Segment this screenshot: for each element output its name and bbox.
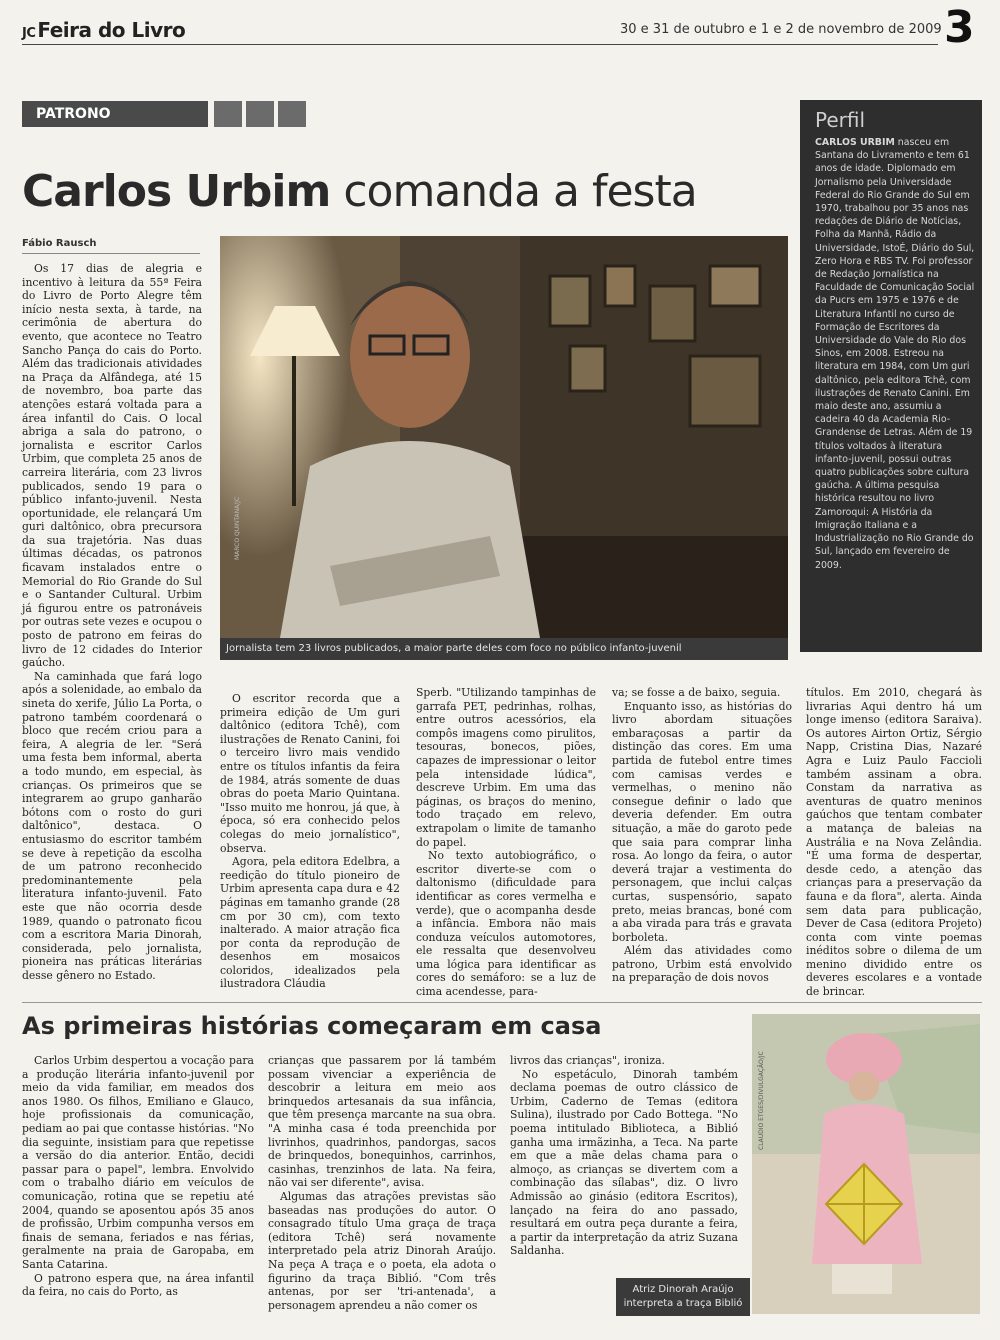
article-column-5 <box>806 686 982 999</box>
masthead-logo <box>22 18 185 42</box>
article-column-2 <box>220 692 400 991</box>
story2-column-1 <box>22 1054 254 1299</box>
section-tag: PATRONO <box>22 101 208 127</box>
decorative-square <box>246 101 274 127</box>
story2-paragraph: O patrono espera que, na área infantil da feira, no cais do Porto, as <box>22 1271 254 1299</box>
article-paragraph: Os 17 dias de alegria e incentivo à leitura da 55ª Feira do Livro de Porto Alegre têm início nesta sexta, à tarde, na cerimônia de abertura do evento, que acontece no Teatro Sancho Pança do cais do Porto. Além das tradicionais atividades na Praça da Alfândega, até 15 de novembro, boa parte das atenções estará voltada para a área infantil do Cais. O local abriga a sala do patrono, o jornalista e escritor Carlos Urbim, que completa 25 anos de carreira literária, com 23 livros publicados, sendo 19 para o público infanto-juvenil. Nesta oportunidade, ele relançará Um guri daltônico, obra precursora da sua trajetória. Nas duas últimas décadas, os patronos ficavam instalados entre o Memorial do Rio Grande do Sul e o Santander Cultural. Urbim já figurou entre os patronáveis por outras sete vezes e ocupou o posto de patrono em feiras do livro de 12 cidades do Interior gaúcho. <box>22 262 202 670</box>
byline-divider <box>22 253 200 254</box>
issue-date: 30 e 31 de outubro e 1 e 2 de novembro de 2009 <box>620 22 942 37</box>
profile-lead: CARLOS URBIM <box>815 137 895 148</box>
article-paragraph: O escritor recorda que a primeira edição de Um guri daltônico (editora Tchê), com ilustrações de Renato Canini, foi o terceiro livro mais vendido entre os títulos infantis da feira de 1984, atrás somente de duas obras do poeta Mario Quintana. "Isso muito me honrou, já que, à época, só era conhecido pelos colegas do meio jornalístico", observa. <box>220 692 400 855</box>
article-paragraph: Sperb. "Utilizando tampinhas de garrafa PET, pedrinhas, rolhas, entre outros acessórios, ela compôs imagens como pirulitos, tesouras, bonecos, piões, capazes de impressionar o leitor pela intensidade lúdica", descreve Urbim. Em uma das páginas, os braços do menino, todo traçado em relevo, extrapolam o limite de tamanho do papel. <box>416 686 596 849</box>
story2-paragraph: crianças que passarem por lá também possam vivenciar a experiência de descobrir a leitura em meio aos brinquedos artesanais da sua infância, que têm presença marcante na sua obra. "A minha casa é toda preenchida por livrinhos, quadrinhos, pandorgas, sacos de brinquedos, bonequinhos, carrinhos, casinhas, trenzinhos de lata. Na feira, não vai ser diferente", avisa. <box>268 1054 496 1190</box>
decorative-square <box>214 101 242 127</box>
story2-paragraph: livros das crianças", ironiza. <box>510 1054 665 1067</box>
article-paragraph: va; se fosse a de baixo, seguia. <box>612 686 781 699</box>
article-paragraph: Enquanto isso, as histórias do livro abordam situações embaraçosas a partir da distinção das cores. Em uma partida de futebol entre times com camisas verdes e vermelhas, o menino não consegue definir o lado que deveria defender. Em outra situação, a mãe do garoto pede que saia para comprar linha rosa. Ao longo da feira, o autor deverá trajar a vestimenta do personagem, que inclui calças curtas, suspensório, sapato preto, meias brancas, boné com a aba virada para trás e gravata borboleta. <box>612 699 792 944</box>
photo2-credit: CLAUDIO ETGES/DIVULGAÇÃO/JC <box>758 1051 765 1150</box>
profile-body: nasceu em Santana do Livramento e tem 61 anos de idade. Diplomado em Jornalismo pela Universidade Federal do Rio Grande do Sul em 1970, trabalhou por 35 anos nas redações de Diário de Notícias, Folha da Manhã, Rádio da Universidade, IstoÉ, Diário do Sul, Zero Hora e RBS TV. Foi professor de Redação Jornalística na Faculdade de Comunicação Social da Pucrs em 1975 e 1976 e de Literatura Infantil no curso de Formação de Escritores da Universidade do Vale do Rio dos Sinos, em 2008. Estreou na literatura em 1984, com Um guri daltônico, pela editora Tchê, com ilustrações de Renato Canini. Em maio deste ano, assumiu a cadeira 40 da Academia Rio-Grandense de Letras. Além de 19 títulos voltados à literatura infanto-juvenil, possui outras quatro publicações sobre cultura gaúcha. A última pesquisa histórica resultou no livro Zamoroqui: A História da Imigração Italiana e a Industrialização no Rio Grande do Sul, lançado em fevereiro de 2009. <box>815 137 975 571</box>
article-paragraph: No texto autobiográfico, o escritor diverte-se com o daltonismo (dificuldade para identificar as cores vermelha e verde), que o acompanha desde a infância. Embora não mais conduza veículos automotores, ele ressalta que desenvolveu uma lógica para identificar as cores do semáforo: se a luz de cima acendesse, para- <box>416 849 596 999</box>
headline-rest: comanda a festa <box>330 166 697 217</box>
story2-column-2 <box>268 1054 496 1312</box>
story2-column-3 <box>510 1054 738 1258</box>
article-paragraph: Na caminhada que fará logo após a solenidade, ao embalo da sineta do xerife, Júlio La Porta, o patrono também coordenará o bloco que recém criou para a feira, A alegria de ler. "Será uma festa bem informal, aberta a todo mundo, em especial, às crianças. Os primeiros que se integrarem ao grupo ganharão bótons com o rosto do guri daltônico", destaca. O entusiasmo do escritor também se deve à repetição da escolha de um patrono reconhecido predominantemente pela literatura infanto-juvenil. Fato este que não ocorria desde 1989, quando o patronato ficou com a escritora Maria Dinorah, considerada, pelo jornalista, pioneira nas práticas literárias desse gênero no Estado. <box>22 669 202 982</box>
story2-paragraph: No espetáculo, Dinorah também declama poemas de outro clássico de Urbim, Caderno de Temas (editora Sulina), ilustrado por Cado Bottega. "No poema intitulado Biblioteca, a Biblió ganha uma irmãzinha, a Teca. Na parte em que a mãe delas chama para o almoço, as crianças se divertem com a combinação das sílabas", diz. O livro Admissão ao ginásio (editora Escritos), lançado na feira do ano passado, resultará em outra peça durante a feira, a partir da interpretação da atriz Suzana Saldanha. <box>510 1067 738 1258</box>
page-number: 3 <box>944 2 975 53</box>
decorative-square <box>278 101 306 127</box>
story-divider <box>22 1002 982 1003</box>
article-paragraph: Além das atividades como patrono, Urbim está envolvido na preparação de dois novos <box>612 944 792 985</box>
actress-illustration <box>752 1014 980 1314</box>
story2-headline: As primeiras histórias começaram em casa <box>22 1012 602 1040</box>
main-photo <box>220 236 788 638</box>
profile-title: Perfil <box>815 108 866 132</box>
actress-photo <box>752 1014 980 1314</box>
logo-prefix: JC <box>22 26 36 41</box>
photo2-caption: Atriz Dinorah Araújo interpreta a traça Biblió <box>616 1278 750 1316</box>
article-paragraph: Agora, pela editora Edelbra, a reedição do título pioneiro de Urbim apresenta capa dura e 42 páginas em tamanho grande (28 cm por 30 cm), com texto inalterado. A maior atração fica por conta da reprodução de desenhos em mosaicos coloridos, idealizados pela ilustradora Cláudia <box>220 855 400 991</box>
story2-paragraph: Carlos Urbim despertou a vocação para a produção literária infanto-juvenil por meio da vida familiar, em meados dos anos 1980. Os filhos, Emiliano e Glauco, hoje profissionais da comunicação, pediam ao pai que contasse histórias. "No dia seguinte, insistiam para que repetisse a versão do dia anterior. Então, decidi passar para o papel", lembra. Envolvido com o trabalho diário em veículos de comunicação, rotina que se repetiu até 2004, quando se aposentou após 35 anos de profissão, Urbim compunha versos em finais de semana, feriados e nas férias, geralmente na praia de Garopaba, em Santa Catarina. <box>22 1054 254 1271</box>
headline <box>22 166 697 217</box>
story2-paragraph: Algumas das atrações previstas são baseadas nas produções do autor. O consagrado título Uma graça de traça (editora Tchê) será novamente interpretado pela atriz Dinorah Araújo. Na peça A traça e o poeta, ela adota o figurino da traça Biblió. "Com três antenas, por ser 'tri-antenada', a personagem aprendeu a não comer os <box>268 1189 496 1312</box>
logo-text: Feira do Livro <box>37 18 186 42</box>
headline-bold: Carlos Urbim <box>22 166 331 217</box>
photo-credit: MARCO QUINTANA/JC <box>234 496 241 560</box>
header-divider <box>22 44 938 45</box>
profile-text <box>815 136 975 572</box>
byline: Fábio Rausch <box>22 238 97 249</box>
article-paragraph: títulos. Em 2010, chegará às livrarias Aqui dentro há um longe imenso (editora Saraiva). Os autores Airton Ortiz, Sérgio Napp, Cristina Dias, Nazaré Agra e Luiz Paulo Faccioli também assinam a obra. Constam da narrativa as aventuras de quatro meninos gaúchos que tentam combater a matança de baleias na Austrália e na Nova Zelândia. "É uma forma de despertar, desde cedo, a atenção das crianças para a preservação da fauna e da flora", alerta. Ainda sem data para publicação, Dever de Casa (editora Projeto) conta com vinte poemas inéditos sobre o dilema de um menino dividido entre os deveres escolares e a vontade de brincar. <box>806 686 982 999</box>
article-column-4 <box>612 686 792 985</box>
article-column-1 <box>22 262 202 982</box>
photo-caption: Jornalista tem 23 livros publicados, a maior parte deles com foco no público infanto-juvenil <box>220 638 788 660</box>
portrait-photo <box>220 236 788 638</box>
article-column-3 <box>416 686 596 999</box>
